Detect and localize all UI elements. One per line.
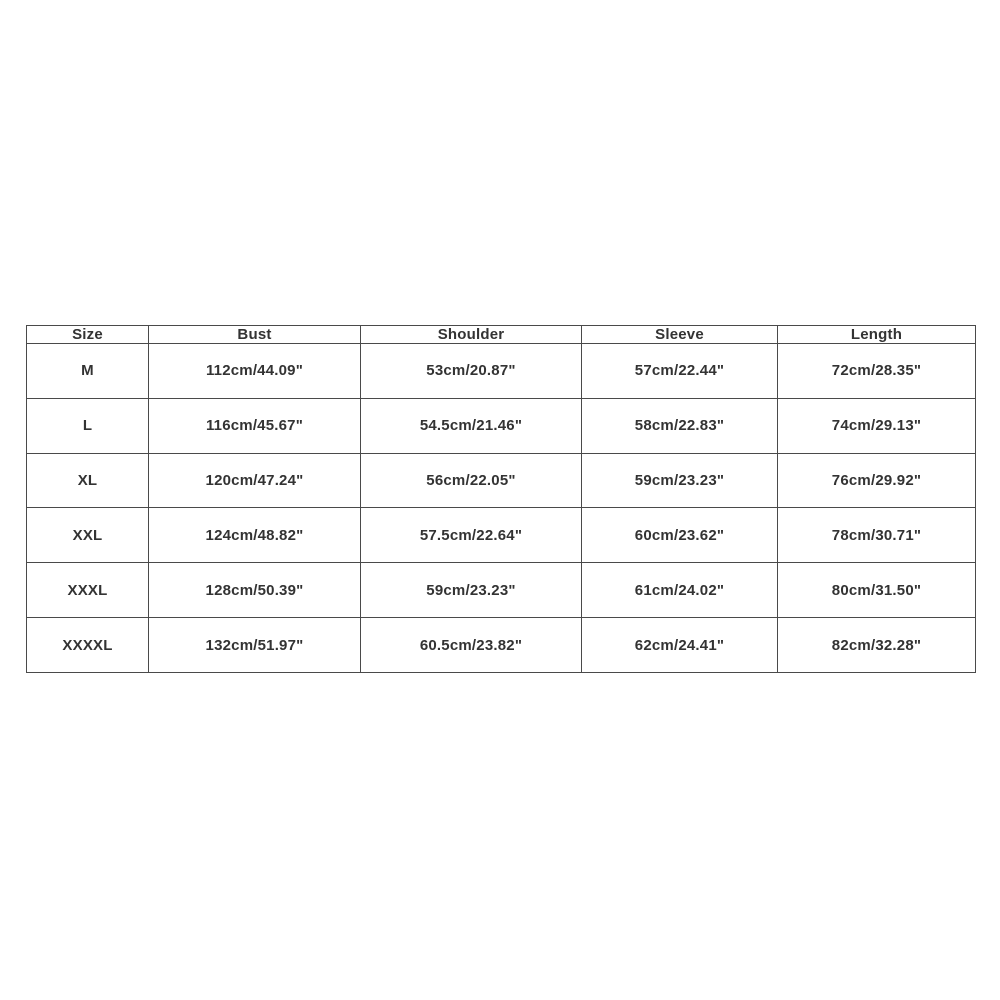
shoulder-cell: 60.5cm/23.82" (361, 618, 582, 673)
size-cell: XXXL (27, 563, 149, 618)
table-row-xxxxl (27, 618, 976, 673)
shoulder-cell: 56cm/22.05" (361, 453, 582, 508)
bust-cell: 124cm/48.82" (149, 508, 361, 563)
bust-cell: 128cm/50.39" (149, 563, 361, 618)
header-cell-size: Size (27, 326, 149, 344)
header-cell-bust: Bust (149, 326, 361, 344)
length-cell: 78cm/30.71" (778, 508, 976, 563)
bust-cell: 116cm/45.67" (149, 398, 361, 453)
bust-cell: 120cm/47.24" (149, 453, 361, 508)
shoulder-cell: 53cm/20.87" (361, 344, 582, 399)
table-row-l (27, 398, 976, 453)
length-cell: 82cm/32.28" (778, 618, 976, 673)
sleeve-cell: 58cm/22.83" (582, 398, 778, 453)
size-cell: XXL (27, 508, 149, 563)
table-row-m (27, 344, 976, 399)
table-row-xl (27, 453, 976, 508)
shoulder-cell: 57.5cm/22.64" (361, 508, 582, 563)
sleeve-cell: 59cm/23.23" (582, 453, 778, 508)
size-chart-table (26, 325, 976, 673)
length-cell: 80cm/31.50" (778, 563, 976, 618)
size-cell: L (27, 398, 149, 453)
sleeve-cell: 57cm/22.44" (582, 344, 778, 399)
table-row-xxxl (27, 563, 976, 618)
length-cell: 76cm/29.92" (778, 453, 976, 508)
sleeve-cell: 61cm/24.02" (582, 563, 778, 618)
header-cell-sleeve: Sleeve (582, 326, 778, 344)
size-cell: M (27, 344, 149, 399)
bust-cell: 112cm/44.09" (149, 344, 361, 399)
size-cell: XXXXL (27, 618, 149, 673)
header-cell-shoulder: Shoulder (361, 326, 582, 344)
shoulder-cell: 54.5cm/21.46" (361, 398, 582, 453)
bust-cell: 132cm/51.97" (149, 618, 361, 673)
header-cell-length: Length (778, 326, 976, 344)
size-cell: XL (27, 453, 149, 508)
shoulder-cell: 59cm/23.23" (361, 563, 582, 618)
sleeve-cell: 60cm/23.62" (582, 508, 778, 563)
length-cell: 74cm/29.13" (778, 398, 976, 453)
header-row (27, 326, 976, 344)
size-chart (26, 325, 975, 673)
table-row-xxl (27, 508, 976, 563)
sleeve-cell: 62cm/24.41" (582, 618, 778, 673)
length-cell: 72cm/28.35" (778, 344, 976, 399)
